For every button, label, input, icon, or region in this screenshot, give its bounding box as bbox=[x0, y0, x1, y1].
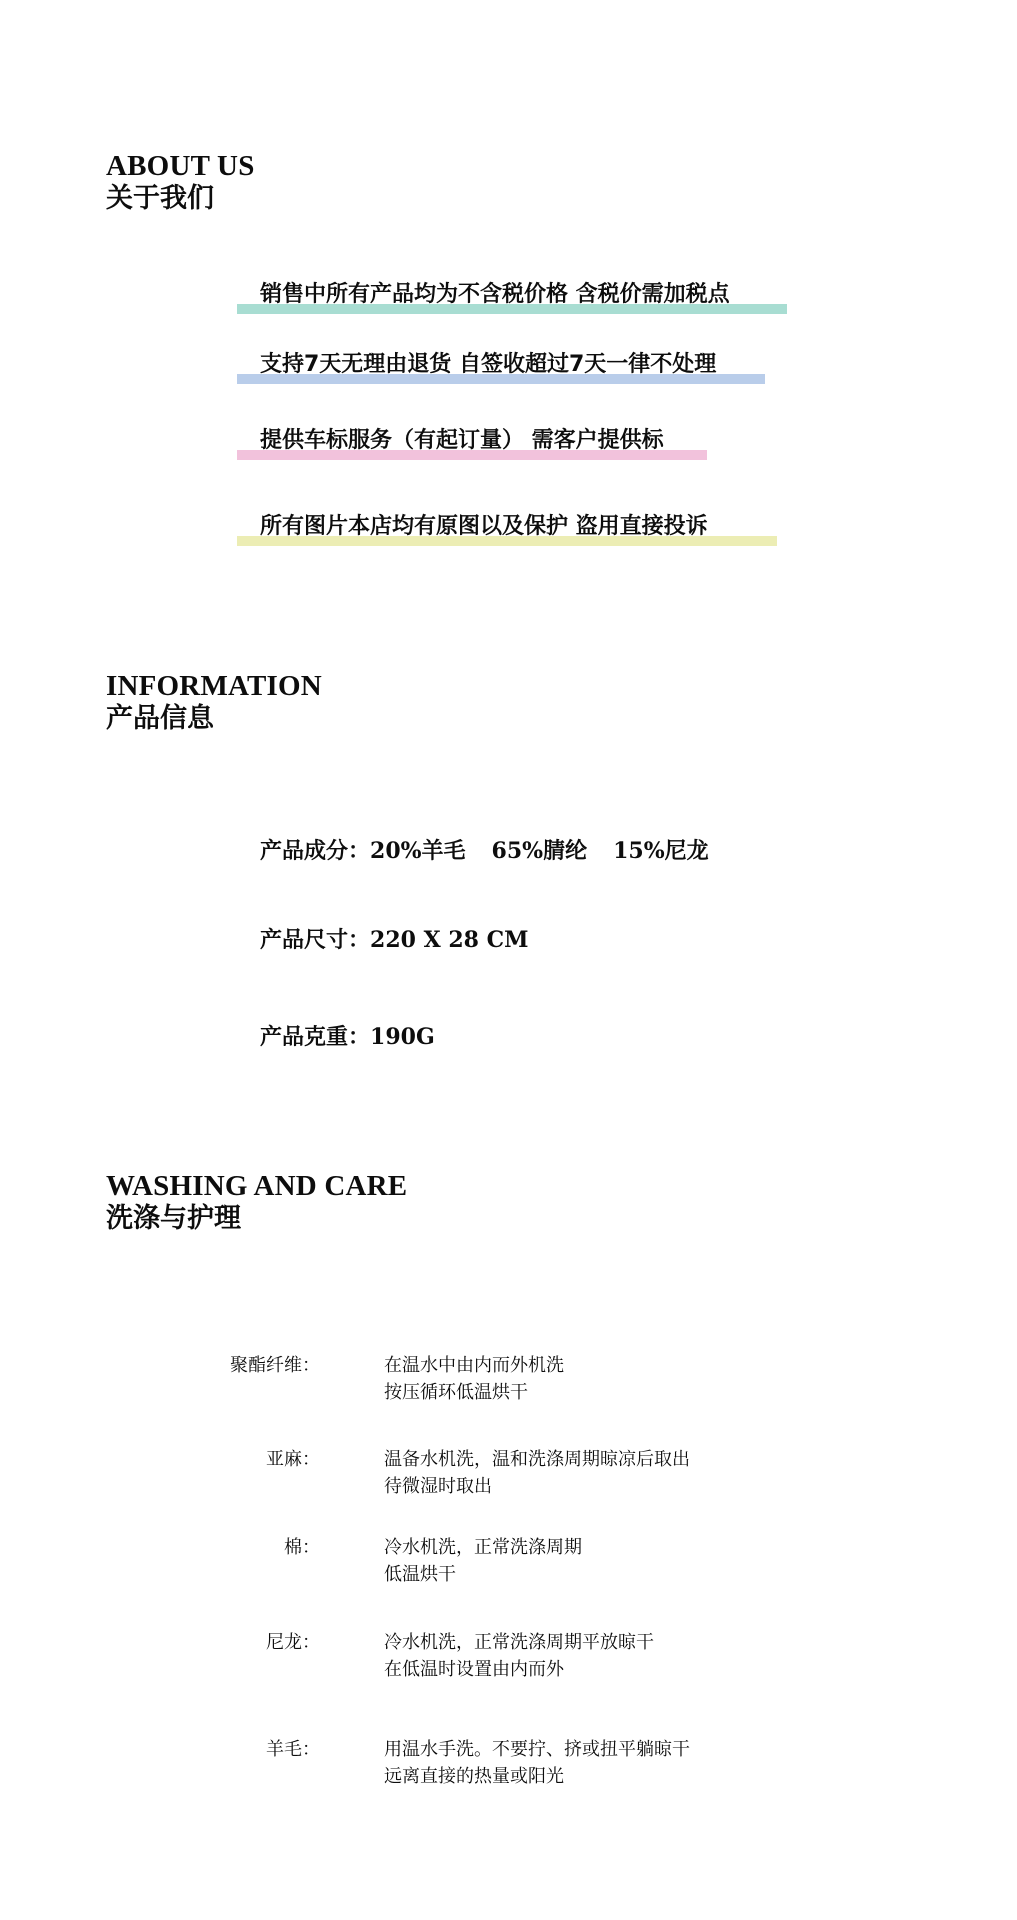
care-line: 远离直接的热量或阳光 bbox=[384, 1766, 564, 1787]
about-title-en: ABOUT US bbox=[106, 150, 255, 182]
info-weight-label: 产品克重： bbox=[260, 1025, 371, 1050]
care-material: 亚麻： bbox=[266, 1449, 320, 1470]
information-title-en: INFORMATION bbox=[106, 670, 322, 702]
composition-part: 15%尼龙 bbox=[613, 838, 709, 864]
care-line: 温备水机洗，温和洗涤周期晾凉后取出 bbox=[384, 1449, 690, 1470]
note-return bbox=[237, 350, 767, 390]
care-instructions bbox=[384, 1736, 690, 1790]
care-instructions bbox=[384, 1629, 654, 1683]
information-section-title bbox=[106, 670, 322, 734]
about-title-zh: 关于我们 bbox=[106, 183, 214, 215]
info-size bbox=[260, 925, 528, 956]
care-title-zh: 洗涤与护理 bbox=[106, 1203, 241, 1235]
composition-part: 20%羊毛 bbox=[370, 838, 466, 864]
info-weight bbox=[260, 1022, 435, 1053]
info-weight-value: 190G bbox=[370, 1024, 435, 1050]
care-title-en: WASHING AND CARE bbox=[106, 1170, 408, 1202]
care-line: 冷水机洗，正常洗涤周期 bbox=[384, 1537, 582, 1558]
care-line: 在低温时设置由内而外 bbox=[384, 1659, 564, 1680]
information-title-zh: 产品信息 bbox=[106, 703, 214, 735]
care-instructions bbox=[384, 1352, 564, 1406]
care-line: 待微湿时取出 bbox=[384, 1476, 492, 1497]
care-material: 聚酯纤维： bbox=[230, 1355, 320, 1376]
info-composition bbox=[260, 836, 735, 867]
info-size-value: 220 X 28 CM bbox=[370, 927, 529, 953]
note-text: 提供车标服务（有起订量） 需客户提供标 bbox=[260, 428, 664, 453]
note-text: 支持7天无理由退货 自签收超过7天一律不处理 bbox=[260, 352, 717, 377]
info-composition-label: 产品成分： bbox=[260, 839, 371, 864]
care-line: 冷水机洗，正常洗涤周期平放晾干 bbox=[384, 1632, 654, 1653]
care-section-title bbox=[106, 1170, 407, 1234]
care-line: 按压循环低温烘干 bbox=[384, 1382, 528, 1403]
care-line: 在温水中由内而外机洗 bbox=[384, 1355, 564, 1376]
info-size-label: 产品尺寸： bbox=[260, 928, 371, 953]
about-section-title bbox=[106, 150, 255, 214]
care-instructions bbox=[384, 1534, 582, 1588]
care-instructions bbox=[384, 1446, 690, 1500]
care-material: 棉： bbox=[284, 1537, 320, 1558]
composition-part: 65%腈纶 bbox=[491, 838, 588, 864]
note-copyright bbox=[237, 512, 787, 552]
care-material: 羊毛： bbox=[266, 1739, 320, 1760]
note-tax bbox=[237, 280, 797, 320]
care-line: 用温水手洗。不要拧、挤或扭平躺晾干 bbox=[384, 1739, 690, 1760]
care-material: 尼龙： bbox=[266, 1632, 320, 1653]
care-line: 低温烘干 bbox=[384, 1564, 456, 1585]
note-text: 所有图片本店均有原图以及保护 盗用直接投诉 bbox=[260, 514, 708, 539]
note-logo-service bbox=[237, 426, 717, 466]
note-text: 销售中所有产品均为不含税价格 含税价需加税点 bbox=[260, 282, 730, 307]
